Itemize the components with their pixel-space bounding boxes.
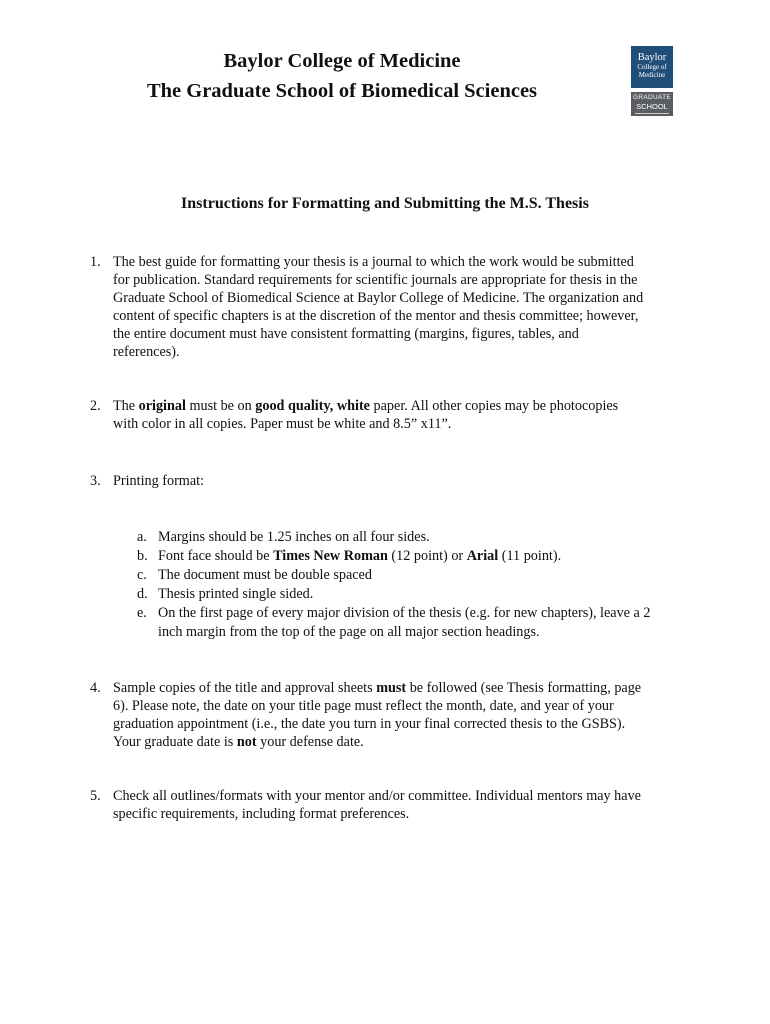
graduate-school-mark [631,92,673,116]
bold-text: good quality, white [255,398,370,414]
text-line: with color in all copies. Paper must be white and 8.5” x11”. [113,416,452,432]
list-item-4 [90,679,700,751]
list-item-text [113,679,700,751]
text-line: Check all outlines/formats with your mentor and/or committee. Individual mentors may have [113,788,641,804]
list-item-text [113,472,700,490]
text-line: Printing format: [113,473,205,489]
list-item-text [113,397,700,433]
sublist-letter: d. [137,585,148,602]
institution-title: Baylor College of Medicine [223,50,461,72]
document-header [0,46,684,106]
text-run: be followed (see Thesis formatting, page [406,680,642,696]
bold-text: not [236,734,257,750]
text-line: references). [113,344,180,360]
list-number: 3. [90,473,101,489]
text-line: The document must be double spaced [158,566,372,583]
list-number: 4. [90,680,101,696]
bold-text: must [376,680,407,696]
logo-word-medicine: Medicine [638,71,666,79]
sublist-item-b [137,547,697,566]
text-run: must be on [185,398,256,414]
text-line: graduation appointment (i.e., the date you turn in your final corrected thesis to the GSBS). [113,716,626,732]
baylor-logo-mark [631,46,673,88]
list-item-5 [90,787,700,823]
sublist-letter: b. [137,547,148,564]
text-run: your defense date. [256,734,364,750]
text-line [113,679,700,697]
bold-text: Arial [466,547,499,564]
sublist-letter: e. [137,604,147,621]
text-run: (11 point). [498,547,562,564]
sublist-item-c [137,566,697,585]
text-line: for publication. Standard requirements for scientific journals are appropriate for thesis in the [113,272,638,288]
text-line: 6). Please note, the date on your title page must reflect the month, date, and year of your [113,698,614,714]
sublist-item-a [137,528,697,547]
text-line: Graduate School of Biomedical Science at Baylor College of Medicine. The organization and [113,290,644,306]
text-run: paper. All other copies may be photocopies [369,398,619,414]
list-item-text [113,253,700,361]
text-line: The best guide for formatting your thesis is a journal to which the work would be submitted [113,254,634,270]
school-title: The Graduate School of Biomedical Sciences [146,80,538,102]
sublist-item-d [137,585,697,604]
text-line: the entire document must have consistent formatting (margins, figures, tables, and [113,326,579,342]
text-line: On the first page of every major division of the thesis (e.g. for new chapters), leave a 2 [158,604,651,621]
list-number: 1. [90,254,101,270]
text-line [113,733,700,751]
sublist-letter: c. [137,566,147,583]
text-line: inch margin from the top of the page on all major section headings. [158,623,540,640]
text-run: Your graduate date is [113,734,237,750]
logo-word-school: SCHOOL [636,102,668,111]
text-line [158,547,697,566]
text-line: Margins should be 1.25 inches on all four sides. [158,529,430,545]
text-line [113,397,700,415]
text-run: Sample copies of the title and approval sheets [113,680,377,696]
list-number: 2. [90,398,101,414]
text-run: The [113,398,139,414]
bold-text: Times New Roman [273,547,388,564]
printing-format-list [137,528,697,641]
bold-text: original [138,398,186,414]
text-run: (12 point) or [387,547,467,564]
sublist-letter: a. [137,529,147,545]
list-item-3 [90,472,700,490]
text-line: Thesis printed single sided. [158,585,314,602]
text-run: Font face should be [158,547,274,564]
baylor-logo [631,46,673,116]
text-line: content of specific chapters is at the discretion of the mentor and thesis committee; however, [113,308,639,324]
text-line: specific requirements, including format preferences. [113,806,410,822]
list-number: 5. [90,788,101,804]
logo-word-graduate: GRADUATE [632,94,672,101]
list-item-text [113,787,700,823]
logo-rule [635,113,669,114]
list-item-2 [90,397,700,433]
logo-word-college: College of [637,63,667,71]
logo-word-baylor: Baylor [637,52,667,63]
list-item-1 [90,253,700,361]
document-subtitle: Instructions for Formatting and Submitting the M.S. Thesis [181,195,589,212]
sublist-item-e [137,604,697,642]
